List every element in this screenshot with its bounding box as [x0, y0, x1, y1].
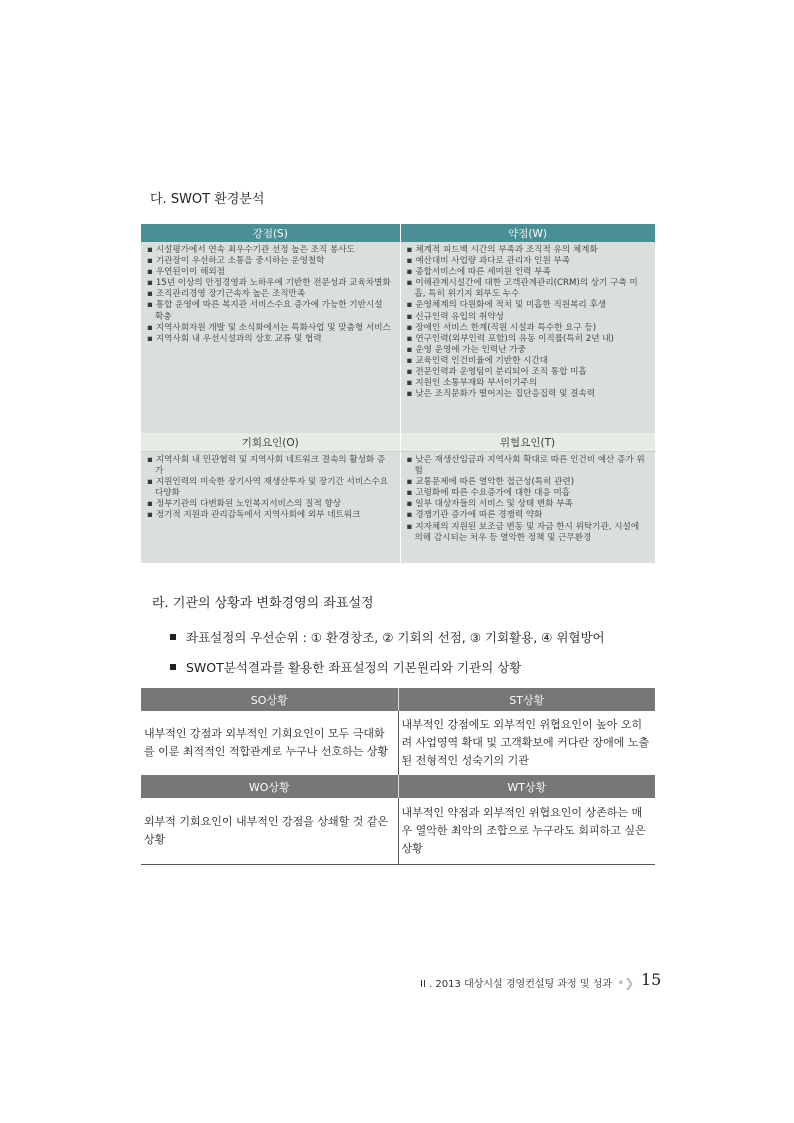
- list-item: ▪ 통합 운영에 따른 복지관 서비스수요 증가에 가능한 기반시설 확충: [147, 300, 394, 322]
- list-item: ▪ 시설평가에서 연속 최우수기관 선정 높은 조직 봉사도: [147, 245, 394, 256]
- strength-header: 강점(S): [141, 224, 400, 242]
- square-bullet-icon: [170, 664, 176, 670]
- threat-cell: [400, 452, 655, 564]
- weakness-list: [407, 245, 649, 400]
- footer-text: II . 2013 대상시설 경영컨설팅 과정 및 성과: [420, 979, 613, 990]
- list-item: ▪ 연구인력(외부인력 포함)의 유동 이직률(특히 2년 내): [407, 334, 649, 345]
- so-cell: 내부적인 강점과 외부적인 기회요인이 모두 극대화를 이룬 최적적인 적합관계로 누구나 선호하는 상황: [141, 711, 398, 775]
- opportunity-list: [147, 455, 394, 522]
- list-item: ▪ 낮은 조직문화가 떨어지는 집단응집력 및 결속력: [407, 389, 649, 400]
- section-title-coordinate: 라. 기관의 상황과 변화경영의 좌표설정: [152, 596, 374, 611]
- list-item: ▪ 전문인력과 운영팀이 분리되어 조직 통합 미흡: [407, 367, 649, 378]
- list-item: ▪ 일부 대상자들의 서비스 및 상태 변화 부족: [407, 499, 649, 510]
- weakness-cell: [400, 242, 655, 433]
- swot-table: [141, 224, 656, 563]
- wo-header: WO상황: [141, 775, 398, 798]
- so-header: SO상황: [141, 688, 398, 711]
- list-item: ▪ 교통문제에 따른 열악한 접근성(특히 관련): [407, 477, 649, 488]
- list-item: ▪ 예산대비 사업량 과다로 관리자 인원 부족: [407, 256, 649, 267]
- list-item: ▪ 기관장이 우선하고 소통을 중시하는 운영철학: [147, 256, 394, 267]
- list-item: ▪ 우연된이이 해외점: [147, 267, 394, 278]
- strength-list: [147, 245, 394, 345]
- list-item: ▪ 정부기관의 다변화된 노인복지서비스의 질적 향상: [147, 499, 394, 510]
- page-number: 15: [641, 970, 662, 989]
- bullet-list: [170, 623, 605, 683]
- wt-cell: 내부적인 약점과 외부적인 위협요인이 상존하는 매우 열악한 최악의 조합으로 누구라도 회피하고 싶은 상황: [401, 806, 646, 855]
- list-item: ▪ 종합서비스에 따른 세미원 인력 부족: [407, 267, 649, 278]
- list-item: [170, 623, 605, 653]
- list-item: ▪ 지원인력의 미숙한 장기사역 재생산투자 및 장기간 서비스수요 다양화: [147, 477, 394, 499]
- list-item: ▪ 지자체의 지원된 보조금 변동 및 자금 한시 위탁기관, 시설에 의해 감시되는 처우 등 열악한 정책 및 근무환경: [407, 522, 649, 544]
- weakness-header: 약점(W): [400, 224, 655, 242]
- square-bullet-icon: [170, 634, 176, 640]
- list-item: ▪ 운영체계의 다원화에 적치 및 미흡한 직원복리 후생: [407, 300, 649, 311]
- section-title-swot: 다. SWOT 환경분석: [150, 192, 265, 207]
- page-footer: [420, 975, 636, 990]
- bullet-text: SWOT분석결과를 활용한 좌표설정의 기본원리와 기관의 상황: [186, 660, 522, 675]
- threat-header: 위협요인(T): [400, 433, 655, 452]
- list-item: ▪ 이해관계시설간에 대한 고객관계관리(CRM)의 상기 구축 미흡, 특히 위기지 외부도 누수: [407, 278, 649, 300]
- list-item: ▪ 지역사회자원 개발 및 소식화에서는 특화사업 및 맞춤형 서비스: [147, 323, 394, 334]
- list-item: ▪ 고령화에 따른 수요증가에 대한 대응 미흡: [407, 488, 649, 499]
- list-item: [170, 653, 605, 683]
- strength-cell: [141, 242, 400, 433]
- list-item: ▪ 지역사회 내 민관협력 및 지역사회 네트워크 결속의 활성화 증가: [147, 455, 394, 477]
- list-item: ▪ 지역사회 내 우선시설과의 상호 교류 및 협력: [147, 334, 394, 345]
- list-item: ▪ 정기적 지원과 관리감독에서 지역사회에 외부 네트워크: [147, 510, 394, 521]
- list-item: ▪ 지원인 소통부재와 부서이기주의: [407, 378, 649, 389]
- opportunity-header: 기회요인(O): [141, 433, 400, 452]
- opportunity-cell: [141, 452, 400, 564]
- st-header: ST상황: [398, 688, 655, 711]
- list-item: ▪ 신규인력 유입의 취약성: [407, 312, 649, 323]
- swot-matrix-table: [141, 688, 655, 865]
- double-chevron-icon: •❯: [617, 976, 635, 990]
- list-item: ▪ 장애인 서비스 한계(직원 시설과 특수한 요구 등): [407, 323, 649, 334]
- threat-list: [407, 455, 649, 544]
- list-item: ▪ 운영 운영에 가는 인력난 가중: [407, 345, 649, 356]
- list-item: ▪ 교육인력 인건비율에 기반한 시간대: [407, 356, 649, 367]
- list-item: ▪ 조직관리경영 장기근속자 높은 조직만족: [147, 289, 394, 300]
- wo-cell: 외부적 기회요인이 내부적인 강점을 상쇄할 것 같은 상황: [141, 798, 398, 865]
- list-item: ▪ 낮은 재생산임금과 지역사회 확대로 따른 인건비 예산 증가 위험: [407, 455, 649, 477]
- bullet-text: 좌표설정의 우선순위 : ① 환경창조, ② 기회의 선점, ③ 기회활용, ④ 위협방어: [186, 630, 605, 645]
- list-item: ▪ 15년 이상의 안정경영과 노하우에 기반한 전문성과 교육차별화: [147, 278, 394, 289]
- list-item: ▪ 경쟁기관 증가에 따른 경쟁력 약화: [407, 510, 649, 521]
- st-cell: 내부적인 강점에도 외부적인 위협요인이 높아 오히려 사업영역 확대 및 고객확보에 커다란 장애에 노출된 전형적인 성숙기의 기관: [401, 718, 650, 767]
- list-item: ▪ 체계적 피드백 시간의 부족과 조직적 유의 체계화: [407, 245, 649, 256]
- wt-header: WT상황: [398, 775, 655, 798]
